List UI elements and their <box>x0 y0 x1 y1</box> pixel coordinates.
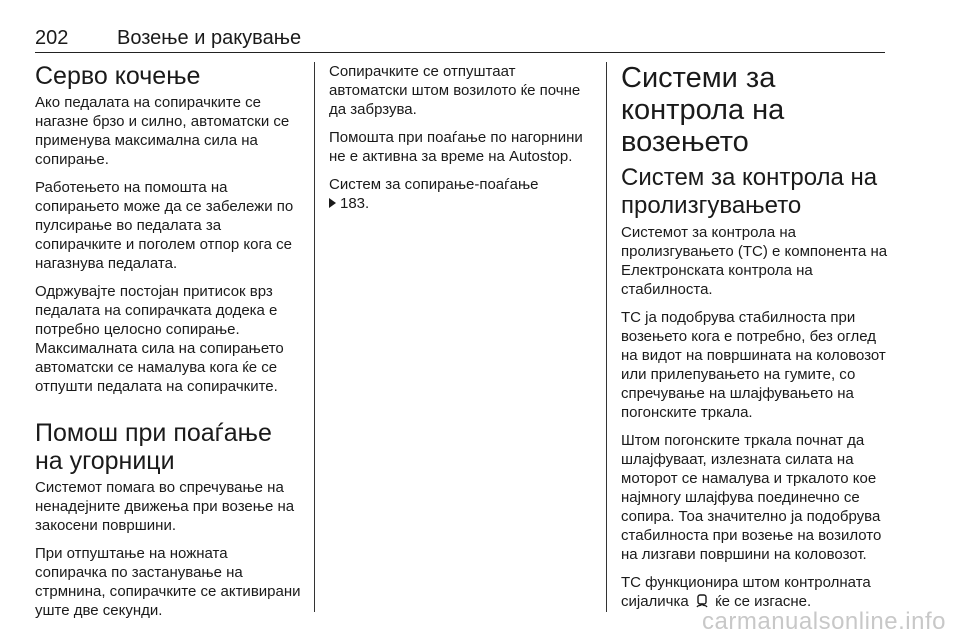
paragraph: Сопирачките се отпуштаат автоматски штом возилото ќе почне да забрзува. <box>329 63 581 118</box>
paragraph: TC ја подобрува стабилноста при возењето кога е потребно, без оглед на видот на површината на коловозот или прилепувањето на гумите, со спречување на шлајфувањето на погонските тркала. <box>621 309 886 421</box>
cross-reference-label: Систем за сопирање-поаѓање <box>329 176 539 193</box>
page-header <box>35 26 885 53</box>
paragraph: Системот помага во спречување на ненадејните движења при возење на закосени површини. <box>35 479 295 534</box>
column-left <box>35 62 301 629</box>
column-divider <box>606 62 607 612</box>
paragraph: Одржувајте постојан притисок врз педалата на сопирачката додека е потребно целосно сопирање. <box>35 283 278 338</box>
paragraph-text: TC функционира штом контролната сијаличка <box>621 574 871 610</box>
paragraph: Помошта при поаѓање по нагорнини не е активна за време на Autostop. <box>329 129 583 165</box>
traction-control-warning-icon <box>695 594 709 608</box>
paragraph <box>621 573 891 611</box>
paragraph: При отпуштање на ножната сопирачка по застанување на стрмнина, сопирачките се активирани уште две секунди. <box>35 545 301 619</box>
subsection-heading-traction-control: Систем за контрола на пролизгувањето <box>621 164 878 219</box>
paragraph: Ако педалата на сопирачките се нагазне брзо и силно, автоматски се применува максимална сила на сопирање. <box>35 94 290 168</box>
section-heading-hill-start-assist: Помош при поаѓање на угорници <box>35 419 272 475</box>
column-middle <box>329 62 591 222</box>
page-reference-arrow-icon <box>329 198 336 208</box>
paragraph: Максималната сила на сопирањето автоматски се намалува кога ќе се отпушти педалата на сопирачките. <box>35 340 284 395</box>
page-number: 202 <box>35 27 69 49</box>
column-right <box>621 62 891 620</box>
column-divider <box>314 62 315 612</box>
paragraph-text: ќе се изгасне. <box>715 593 812 610</box>
section-heading-brake-assist: Серво кочење <box>35 62 201 90</box>
cross-reference-page[interactable]: 183. <box>340 195 370 212</box>
watermark: carmanualsonline.info <box>702 608 946 635</box>
paragraph: Штом погонските тркала почнат да шлајфуваат, излезната силата на моторот се намалува и тркалото кое најмногу шлајфува поединечно се сопира. Тоа значително ја подобрува стабилноста при возење на возилото на лизгави површини на коловозот. <box>621 432 882 563</box>
cross-reference <box>329 175 591 213</box>
paragraph: Работењето на помошта на сопирањето може да се забележи по пулсирање во педалата за сопирачките и поголем отпор кога се нагазнува педалата. <box>35 179 294 272</box>
paragraph: Системот за контрола на пролизгувањето (TC) е компонента на Електронската контрола на стабилноста. <box>621 224 888 298</box>
running-title: Возење и ракување <box>117 27 302 49</box>
section-heading-driving-control-systems: Системи за контрола на возењето <box>621 62 785 158</box>
